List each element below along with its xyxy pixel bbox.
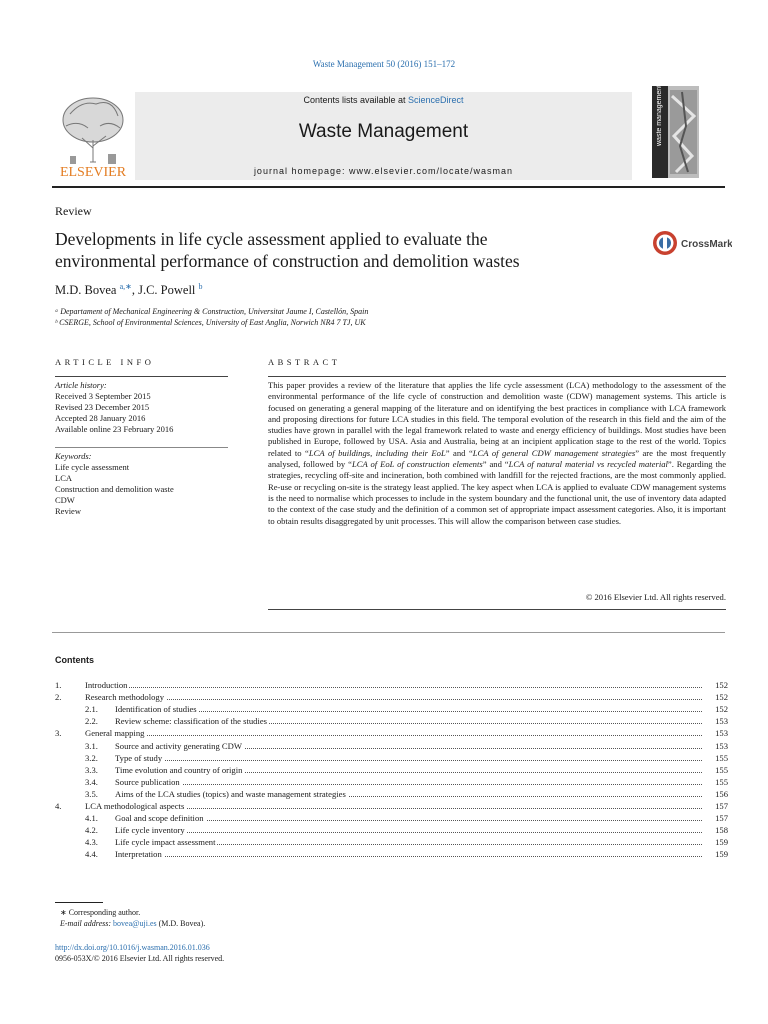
toc-number: 2.2. (85, 716, 98, 727)
article-history (55, 380, 235, 435)
article-info-rule-2 (55, 447, 228, 448)
toc-title[interactable]: General mapping (85, 728, 145, 739)
toc-entry[interactable] (55, 679, 728, 691)
toc-leader (85, 699, 702, 700)
email-line: E-mail address: bovea@uji.es (M.D. Bovea). (60, 919, 206, 928)
footnote (60, 907, 205, 929)
keyword: LCA (55, 473, 72, 483)
toc-number: 3.3. (85, 764, 98, 775)
toc-number: 3.2. (85, 752, 98, 763)
toc-number: 3.5. (85, 788, 98, 799)
toc-page-number: 152 (706, 679, 728, 691)
toc-page-number: 155 (706, 776, 728, 788)
toc-page-number: 153 (706, 727, 728, 739)
abstract-copyright: © 2016 Elsevier Ltd. All rights reserved. (585, 592, 726, 602)
contents-available (135, 95, 632, 105)
toc-number: 4.1. (85, 813, 98, 824)
toc-number: 4.3. (85, 837, 98, 848)
history-received: Received 3 September 2015 (55, 391, 151, 401)
toc-entry[interactable] (55, 824, 728, 836)
toc-entry[interactable] (55, 764, 728, 776)
toc-title[interactable]: Life cycle inventory (115, 825, 185, 836)
toc-title[interactable]: Time evolution and country of origin (115, 764, 243, 775)
toc-title[interactable]: Source publication (115, 776, 180, 787)
article-type: Review (55, 204, 92, 218)
keywords-label: Keywords: (55, 451, 92, 461)
author-bovea-affil[interactable]: a,∗ (119, 282, 132, 291)
abstract-body (268, 380, 726, 527)
article-info-rule (55, 376, 228, 377)
toc-title[interactable]: Identification of studies (115, 704, 197, 715)
history-online: Available online 23 February 2016 (55, 424, 174, 434)
toc-page-number: 159 (706, 836, 728, 848)
keyword: Construction and demolition waste (55, 484, 174, 494)
journal-cover (652, 86, 699, 178)
issn-line: 0956-053X/© 2016 Elsevier Ltd. All rights reserved. (55, 954, 225, 963)
toc-leader (85, 687, 702, 688)
toc-title[interactable]: Research methodology (85, 692, 164, 703)
keyword: Life cycle assessment (55, 462, 130, 472)
author-bovea: M.D. Bovea (55, 283, 117, 298)
keyword: CDW (55, 495, 75, 505)
toc-page-number: 152 (706, 703, 728, 715)
article-info-heading: ARTICLE INFO (55, 357, 155, 367)
elsevier-wordmark: ELSEVIER (59, 165, 127, 178)
doi-link[interactable]: http://dx.doi.org/10.1016/j.wasman.2016.01.036 (55, 943, 210, 952)
toc-title[interactable]: Review scheme: classification of the studies (115, 716, 268, 727)
toc-entry[interactable] (55, 691, 728, 703)
abstract-heading: ABSTRACT (268, 357, 341, 367)
toc-title[interactable]: Goal and scope definition (115, 813, 204, 824)
authors (55, 282, 203, 298)
toc-title[interactable]: Life cycle impact assessment (115, 837, 216, 848)
cover-title: waste management (656, 86, 663, 146)
toc-entry[interactable] (55, 752, 728, 764)
keywords (55, 451, 235, 517)
toc-leader (115, 784, 702, 785)
toc-leader (115, 856, 702, 857)
toc-page-number: 157 (706, 800, 728, 812)
toc-page-number: 159 (706, 848, 728, 860)
affiliations (55, 306, 368, 328)
history-label: Article history: (55, 380, 107, 390)
abstract-bottom-rule (268, 609, 726, 610)
history-accepted: Accepted 28 January 2016 (55, 413, 146, 423)
toc-title[interactable]: Introduction (85, 680, 128, 691)
toc-leader (115, 760, 702, 761)
doi-block (55, 942, 224, 964)
crossmark-badge[interactable] (652, 230, 732, 256)
toc-page-number: 153 (706, 740, 728, 752)
toc-page-number: 156 (706, 788, 728, 800)
toc-number: 1. (55, 680, 62, 691)
toc-title[interactable]: Interpretation (115, 849, 162, 860)
affiliation-a: ᵃ Departament of Mechanical Engineering & Construction, Universitat Jaume I, Castellón, Spain (55, 307, 369, 316)
email-link[interactable]: bovea@uji.es (113, 919, 157, 928)
author-powell-affil[interactable]: b (198, 282, 203, 291)
toc-title[interactable]: Aims of the LCA studies (topics) and waste management strategies (115, 788, 346, 799)
crossmark-label: CrossMark (681, 239, 732, 250)
contents-heading: Contents (55, 655, 94, 665)
journal-homepage[interactable]: journal homepage: www.elsevier.com/locate/wasman (253, 166, 514, 176)
sciencedirect-link[interactable]: ScienceDirect (408, 95, 464, 105)
toc-leader (85, 735, 702, 736)
journal-title: Waste Management (298, 121, 469, 142)
toc-page-number: 155 (706, 764, 728, 776)
abstract-paragraph: This paper provides a review of the literature that applies the life cycle assessment (LCA) methodology to the assessment of the environmental performance of the life cycle of construction and demolition waste (CDW) management systems. This article is focused on generating a general mapping of the literature and on identifying the best practices in compliance with LCA framework and proposing directions for future LCA studies in this field. The temporal evolution of the research in this field and the aim of the studies have grown in parallel with the legal framework related to waste and energy efficiency of buildings. Most studies have been published in Europe, followed by USA. Asia and Australia, being at an incipient application stage to the rest of the world. Topics related to “LCA of buildings, including their EoL” and “LCA of general CDW management strategies” are the most frequently analysed, followed by “LCA of EoL of construction elements” and “LCA of natural material vs recycled material”. Regarding the strategies, recycling off-site and incineration, both combined with landfill for the rejected fractions, are the most commonly applied. Re-use or recycling on-site is the strategy least applied. The key aspect when LCA is applied to evaluate CDW management systems is the need to normalise which processes to include in the system boundary and the functional unit, the use of inventory data adapted to the context of the case study and the definition of a common set of appropriate impact assessment categories. Also, it is important to obtain results disaggregated by unit processes. This will allow the comparison between case studies. (268, 380, 727, 526)
toc-page-number: 153 (706, 715, 728, 727)
toc-entry[interactable] (55, 836, 728, 848)
toc-number: 4. (55, 801, 62, 812)
crossmark-icon (652, 230, 732, 256)
toc-entry[interactable] (55, 788, 728, 800)
toc-entry[interactable] (55, 800, 728, 812)
toc-entry[interactable] (55, 812, 728, 824)
keyword: Review (55, 506, 81, 516)
toc-entry[interactable] (55, 715, 728, 727)
journal-citation[interactable]: Waste Management 50 (2016) 151–172 (312, 59, 456, 69)
elsevier-tree-icon (52, 90, 134, 178)
contents-prefix: Contents lists available at (303, 95, 409, 105)
toc-title[interactable]: LCA methodological aspects (85, 801, 185, 812)
toc-page-number: 152 (706, 691, 728, 703)
journal-cover-image-icon (652, 86, 699, 178)
abstract-rule (268, 376, 726, 377)
toc-number: 3. (55, 728, 62, 739)
header-divider (52, 186, 725, 188)
toc-number: 4.4. (85, 849, 98, 860)
toc-entry[interactable] (55, 776, 728, 788)
toc-page-number: 155 (706, 752, 728, 764)
toc-title[interactable]: Type of study (115, 752, 163, 763)
article-title-line-2: environmental performance of construction and demolition wastes (55, 251, 520, 271)
author-separator: , (131, 283, 139, 298)
affiliation-b: ᵇ CSERGE, School of Environmental Sciences, University of East Anglia, Norwich NR4 7 TJ, UK (55, 318, 366, 327)
elsevier-logo (52, 90, 134, 178)
toc-number: 3.4. (85, 776, 98, 787)
article-title-line-1: Developments in life cycle assessment applied to evaluate the (55, 229, 488, 249)
toc-number: 2. (55, 692, 62, 703)
toc-entry[interactable] (55, 727, 728, 739)
corresponding-author: ∗ Corresponding author. (60, 908, 141, 917)
article-title (55, 228, 635, 272)
history-revised: Revised 23 December 2015 (55, 402, 150, 412)
toc-leader (115, 832, 702, 833)
toc-page-number: 158 (706, 824, 728, 836)
contents-top-rule (52, 632, 725, 633)
table-of-contents (55, 679, 728, 860)
footnote-rule (55, 902, 103, 903)
toc-number: 3.1. (85, 740, 98, 751)
toc-entry[interactable] (55, 739, 728, 751)
toc-entry[interactable] (55, 703, 728, 715)
toc-leader (115, 711, 702, 712)
toc-page-number: 157 (706, 812, 728, 824)
author-powell: J.C. Powell (138, 283, 196, 298)
toc-entry[interactable] (55, 848, 728, 860)
toc-number: 2.1. (85, 704, 98, 715)
toc-number: 4.2. (85, 825, 98, 836)
toc-title[interactable]: Source and activity generating CDW (115, 740, 242, 751)
